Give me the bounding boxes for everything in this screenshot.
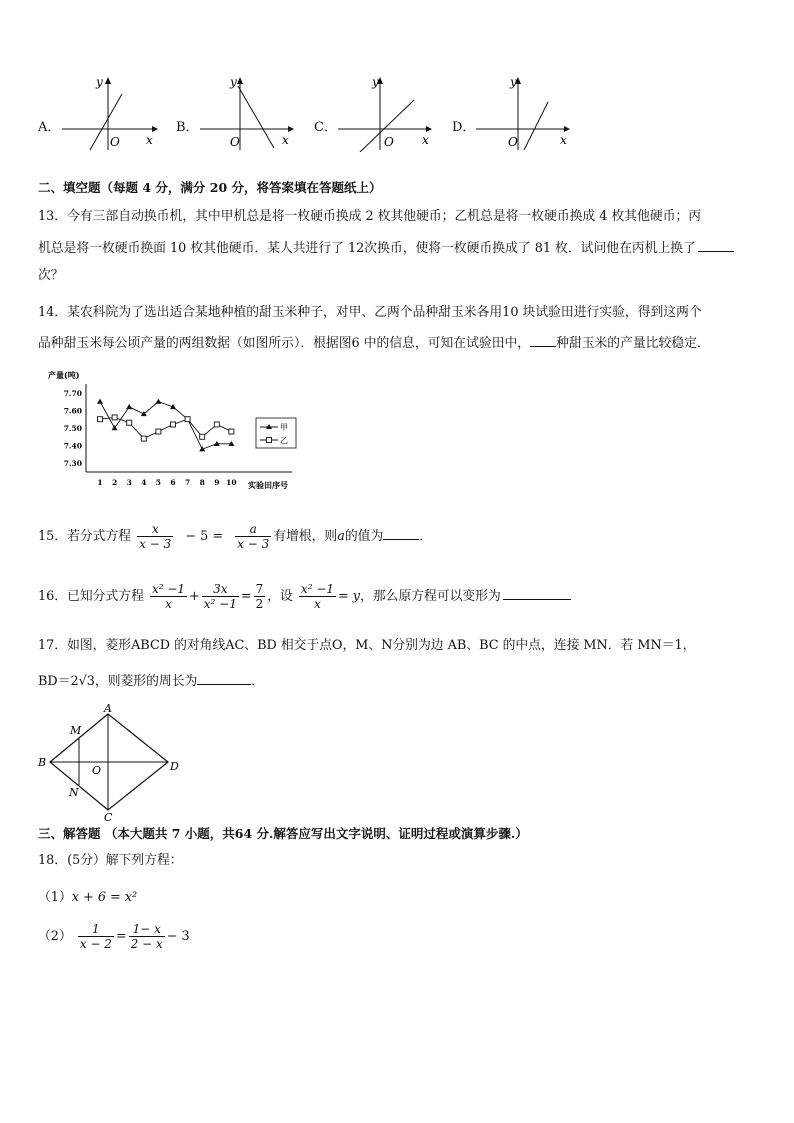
origin-label: O	[110, 135, 120, 149]
chart-xtick-label: 9	[214, 478, 220, 487]
option-a-graph	[60, 72, 160, 152]
chart-xtick-label: 2	[111, 478, 118, 487]
option-d-graph	[474, 72, 574, 152]
option-b-label: B．	[176, 120, 199, 135]
q14-line1: 14．某农科院为了选出适合某地种植的甜玉米种子，对甲、乙两个品种甜玉米各用10 块试验田进行实验，得到这两个	[38, 305, 702, 320]
q13-line1: 13．今有三部自动换币机，其中甲机总是将一枚硬币换成 2 枚其他硬币；乙机总是将一枚硬币换成 4 枚其他硬币；丙	[38, 209, 702, 224]
q17-line2: BD＝2√3，则菱形的周长为 ．	[38, 670, 264, 692]
chart-series-line	[100, 402, 231, 450]
svg-text:O: O	[508, 135, 518, 149]
svg-text:O: O	[384, 135, 394, 149]
chart-point	[155, 399, 161, 404]
chart-point	[112, 415, 117, 420]
chart-ylabel: 产量(吨)	[48, 370, 80, 380]
q18-title: 18．(5分）解下列方程：	[38, 853, 183, 868]
q13-answer-blank[interactable]	[698, 237, 734, 252]
q18-part2: （2） $\frac{1}{x - 2}$ = $\frac{1- x}{2 - x}$ − 3	[38, 922, 190, 951]
chart-point	[126, 404, 132, 409]
section3-title: 三、解答题 （本大题共 7 小题，共64 分.解答应写出文字说明、证明过程或演算步骤.）	[38, 826, 528, 841]
chart-point	[112, 425, 118, 430]
rhombus-figure	[34, 700, 184, 822]
point-o: O	[92, 764, 102, 777]
chart-xtick-label: 6	[170, 478, 176, 487]
svg-text:x: x	[422, 133, 429, 147]
chart-legend	[256, 418, 296, 448]
q13-line3: 次？	[38, 268, 64, 283]
chart-xtick-label: 7	[184, 478, 191, 487]
chart-xtick-label: 10	[226, 478, 237, 487]
chart-point	[171, 422, 176, 427]
chart-point	[214, 422, 219, 427]
legend-marker	[267, 438, 272, 443]
legend-label: 乙	[280, 436, 288, 445]
chart-point	[156, 429, 161, 434]
chart-xtick-label: 1	[97, 478, 103, 487]
option-c-label: C．	[314, 120, 337, 135]
svg-text:y: y	[230, 75, 237, 89]
point-m: M	[70, 724, 82, 737]
chart-point	[98, 417, 103, 422]
q15-line: 15．若分式方程 $\frac{x}{x - 3}$ − 5 = $\frac{a}{x - 3}$ 有增根，则a的值为 ．	[38, 522, 433, 551]
option-d-label: D．	[452, 120, 476, 135]
vertex-a: A	[104, 702, 112, 715]
q16-answer-blank[interactable]	[503, 585, 571, 600]
point-n: N	[69, 786, 79, 799]
chart-ytick-label: 7.60	[63, 406, 82, 416]
chart-point	[229, 429, 234, 434]
svg-text:x: x	[282, 133, 289, 147]
vertex-c: C	[104, 811, 113, 822]
chart-point	[185, 417, 190, 422]
chart-point	[200, 434, 205, 439]
vertex-b: B	[38, 756, 47, 769]
q17-line1: 17．如图，菱形ABCD 的对角线AC、BD 相交于点O，M、N分别为边 AB、BC 的中点，连接 MN．若 MN＝1，	[38, 638, 696, 653]
chart-xtick-label: 4	[141, 478, 147, 487]
svg-text:O: O	[230, 135, 240, 149]
chart-xtick-label: 8	[199, 478, 205, 487]
q14-line2: 品种甜玉米每公顷产量的两组数据（如图所示）．根据图6 中的信息，可知在试验田中， 种甜玉米的产量比较稳定．	[38, 332, 710, 354]
q14-answer-blank[interactable]	[530, 332, 556, 347]
chart-point	[141, 436, 146, 441]
chart-ytick-label: 7.70	[63, 388, 82, 398]
chart-point	[127, 420, 132, 425]
legend-label: 甲	[280, 423, 288, 432]
x-axis-label: x	[146, 133, 153, 147]
q16-line: 16．已知分式方程 $\frac{\text{x² −1}}{x}$ + $\frac{3x}{\text{x² −1}}$ = $\frac{7}{2}$ ，设 $\frac{\text{x² −1}}{x}$ = y，那么原方程可以变形为	[38, 582, 571, 611]
chart-xlabel: 实验田序号	[248, 480, 288, 490]
y-axis-label: y	[96, 75, 103, 89]
q13-line2: 机总是将一枚硬币换面 10 枚其他硬币．某人共进行了 12次换币，使将一枚硬币换成了 81 枚．试问他在丙机上换了	[38, 237, 734, 259]
chart-ytick-label: 7.40	[63, 441, 82, 451]
chart-ytick-label: 7.30	[63, 459, 82, 469]
svg-text:y: y	[372, 75, 379, 89]
option-c-graph	[336, 72, 436, 152]
chart-ytick-label: 7.50	[63, 424, 82, 433]
option-b-graph	[198, 72, 298, 152]
chart-xtick-label: 5	[155, 478, 162, 487]
chart-point	[97, 399, 103, 404]
vertex-d: D	[170, 760, 179, 773]
svg-text:x: x	[560, 133, 567, 147]
svg-text:y: y	[510, 75, 517, 89]
section2-title: 二、填空题（每题 4 分，满分 20 分，将答案填在答题纸上）	[38, 180, 382, 195]
option-a-label: A．	[38, 120, 61, 135]
q15-answer-blank[interactable]	[383, 525, 419, 540]
chart-xtick-label: 3	[126, 478, 132, 487]
q18-part1: （1）x + 6 = x²	[38, 890, 138, 905]
q17-answer-blank[interactable]	[197, 670, 251, 685]
yield-line-chart	[44, 366, 300, 492]
